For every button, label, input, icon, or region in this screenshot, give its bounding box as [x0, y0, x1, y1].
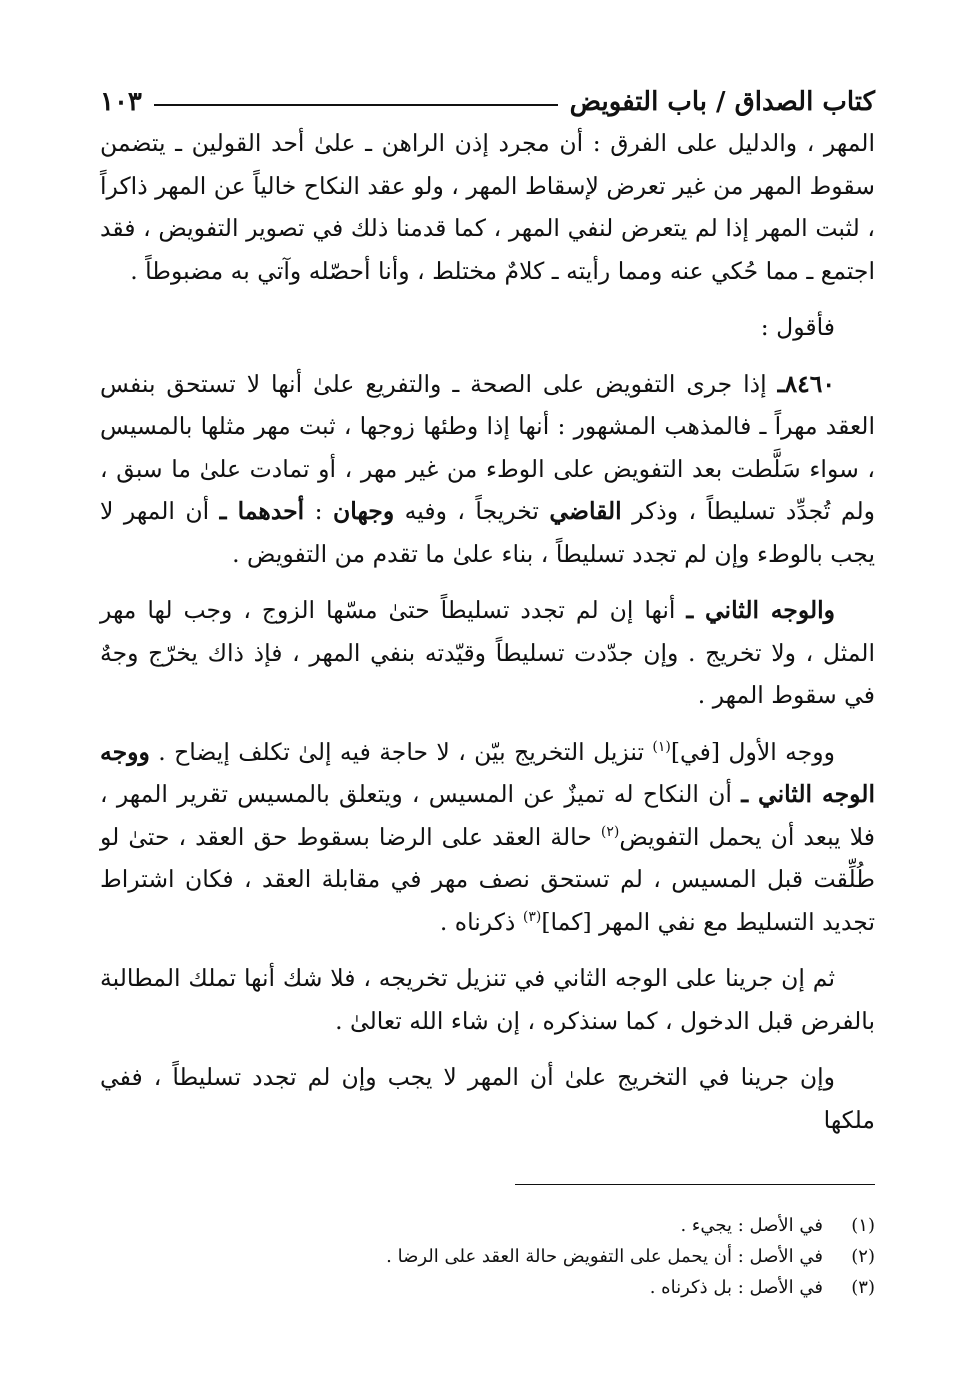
- page-number: ١٠٣: [100, 87, 142, 117]
- text-run: تخريجاً ، وفيه: [394, 497, 550, 525]
- bold-term: وجهان: [333, 497, 395, 525]
- footnote-text: في الأصل : أن يحمل على التفويض حالة العقد على الرضا .: [386, 1246, 823, 1267]
- footnotes: [175, 1210, 875, 1303]
- footnote-text: في الأصل : بل ذكرناه .: [649, 1277, 823, 1298]
- chapter-title: كتاب الصداق / باب التفويض: [569, 87, 875, 117]
- bold-term: أحدهما ـ: [219, 497, 305, 525]
- paragraph-1: المهر ، والدليل على الفرق : أن مجرد إذن الراهن ـ علىٰ أحد القولين ـ يتضمن سقوط المهر من غير تعرض لإسقاط المهر ، ولو عقد النكاح خالياً عن المهر ذاكراً ، لثبت المهر إذا لم يتعرض لنفي المهر ، كما قدمنا ذلك في تصوير التفويض ، فقد اجتمع ـ مما حُكي عنه ومما رأيته ـ كلامٌ مختلط ، وأنا أحصّله وآتي به مضبوطاً .: [100, 129, 875, 285]
- footnote-item: [175, 1210, 875, 1241]
- footnote-ref[interactable]: (٣): [522, 908, 542, 925]
- text-run: أن النكاح له تميزٌ عن المسيس ، ويتعلق بالمسيس تقرير المهر ، فلا يبعد أن يحمل التفويض: [100, 780, 875, 851]
- footnote-text: في الأصل : يجيء .: [680, 1215, 823, 1236]
- text-run: ووجه الأول [في]: [670, 737, 835, 766]
- text-run: إذا جرى التفويض على الصحة ـ والتفريع علىٰ أنها لا تستحق بنفس العقد مهراً ـ فالمذهب المشهور : أنها إذا وطئها زوجها ، ثبت مهر مثلها بالمسيس ، سواء سَلَّطت بعد التفويض على الوطء من غير مهر ، أو تمادت علىٰ ما سبق ، ولم تُجدِّد تسليطاً ، وذكر: [100, 369, 875, 525]
- footnote-number: (٣): [851, 1277, 875, 1298]
- bold-term: القاضي: [549, 497, 622, 525]
- text-run: :: [304, 497, 334, 525]
- running-head: [100, 82, 875, 122]
- text-run: ذكرناه .: [439, 907, 523, 936]
- paragraph-6: ثم إن جرينا على الوجه الثاني في تنزيل تخريجه ، فلا شك أنها تملك المطالبة بالفرض قبل الدخول ، كما سنذكره ، إن شاء الله تعالىٰ .: [100, 964, 875, 1035]
- paragraph-7: وإن جرينا في التخريج علىٰ أن المهر لا يجب وإن لم تجدد تسليطاً ، ففي ملكها: [100, 1063, 875, 1134]
- footnote-number: (١): [851, 1215, 875, 1236]
- section-number: ٨٤٦٠ـ: [777, 369, 835, 398]
- header-rule: [154, 104, 558, 106]
- footnote-ref[interactable]: (١): [652, 738, 671, 755]
- paragraph-5: [100, 731, 875, 944]
- text-run: أن المهر لا يجب بالوطء وإن لم تجدد تسليطاً ، بناء علىٰ ما تقدم من التفويض .: [100, 497, 875, 568]
- paragraph-3: [100, 363, 875, 576]
- paragraph-2: فأقول :: [760, 313, 835, 341]
- text-run: أنها إن لم تجدد تسليطاً حتىٰ مسّها الزوج ، وجب لها مهر المثل ، ولا تخريج . وإن جدّدت تسليطاً وقيّدته بنفي المهر ، فإذ ذاك يخرّج وجهٌ في سقوط المهر .: [100, 596, 875, 709]
- footnote-rule: [515, 1184, 875, 1185]
- bold-term: والوجه الثاني ـ: [686, 596, 836, 624]
- footnote-item: [175, 1272, 875, 1303]
- bold-term: ووجه الوجه الثاني ـ: [100, 737, 875, 808]
- paragraph-4: [100, 589, 875, 717]
- text-run: تنزيل التخريج بيّن ، لا حاجة فيه إلىٰ تكلف إيضاح .: [149, 737, 653, 766]
- footnote-ref[interactable]: (٢): [600, 823, 620, 840]
- footnote-number: (٢): [851, 1246, 875, 1267]
- footnote-item: [175, 1241, 875, 1272]
- text-run: حالة العقد على الرضا بسقوط حق العقد ، حتىٰ لو طُلِّقت قبل المسيس ، لم تستحق نصف مهر في مقابلة العقد ، فكان اشتراط تجديد التسليط مع نفي المهر [كما]: [100, 822, 875, 936]
- page-body: [100, 82, 875, 1141]
